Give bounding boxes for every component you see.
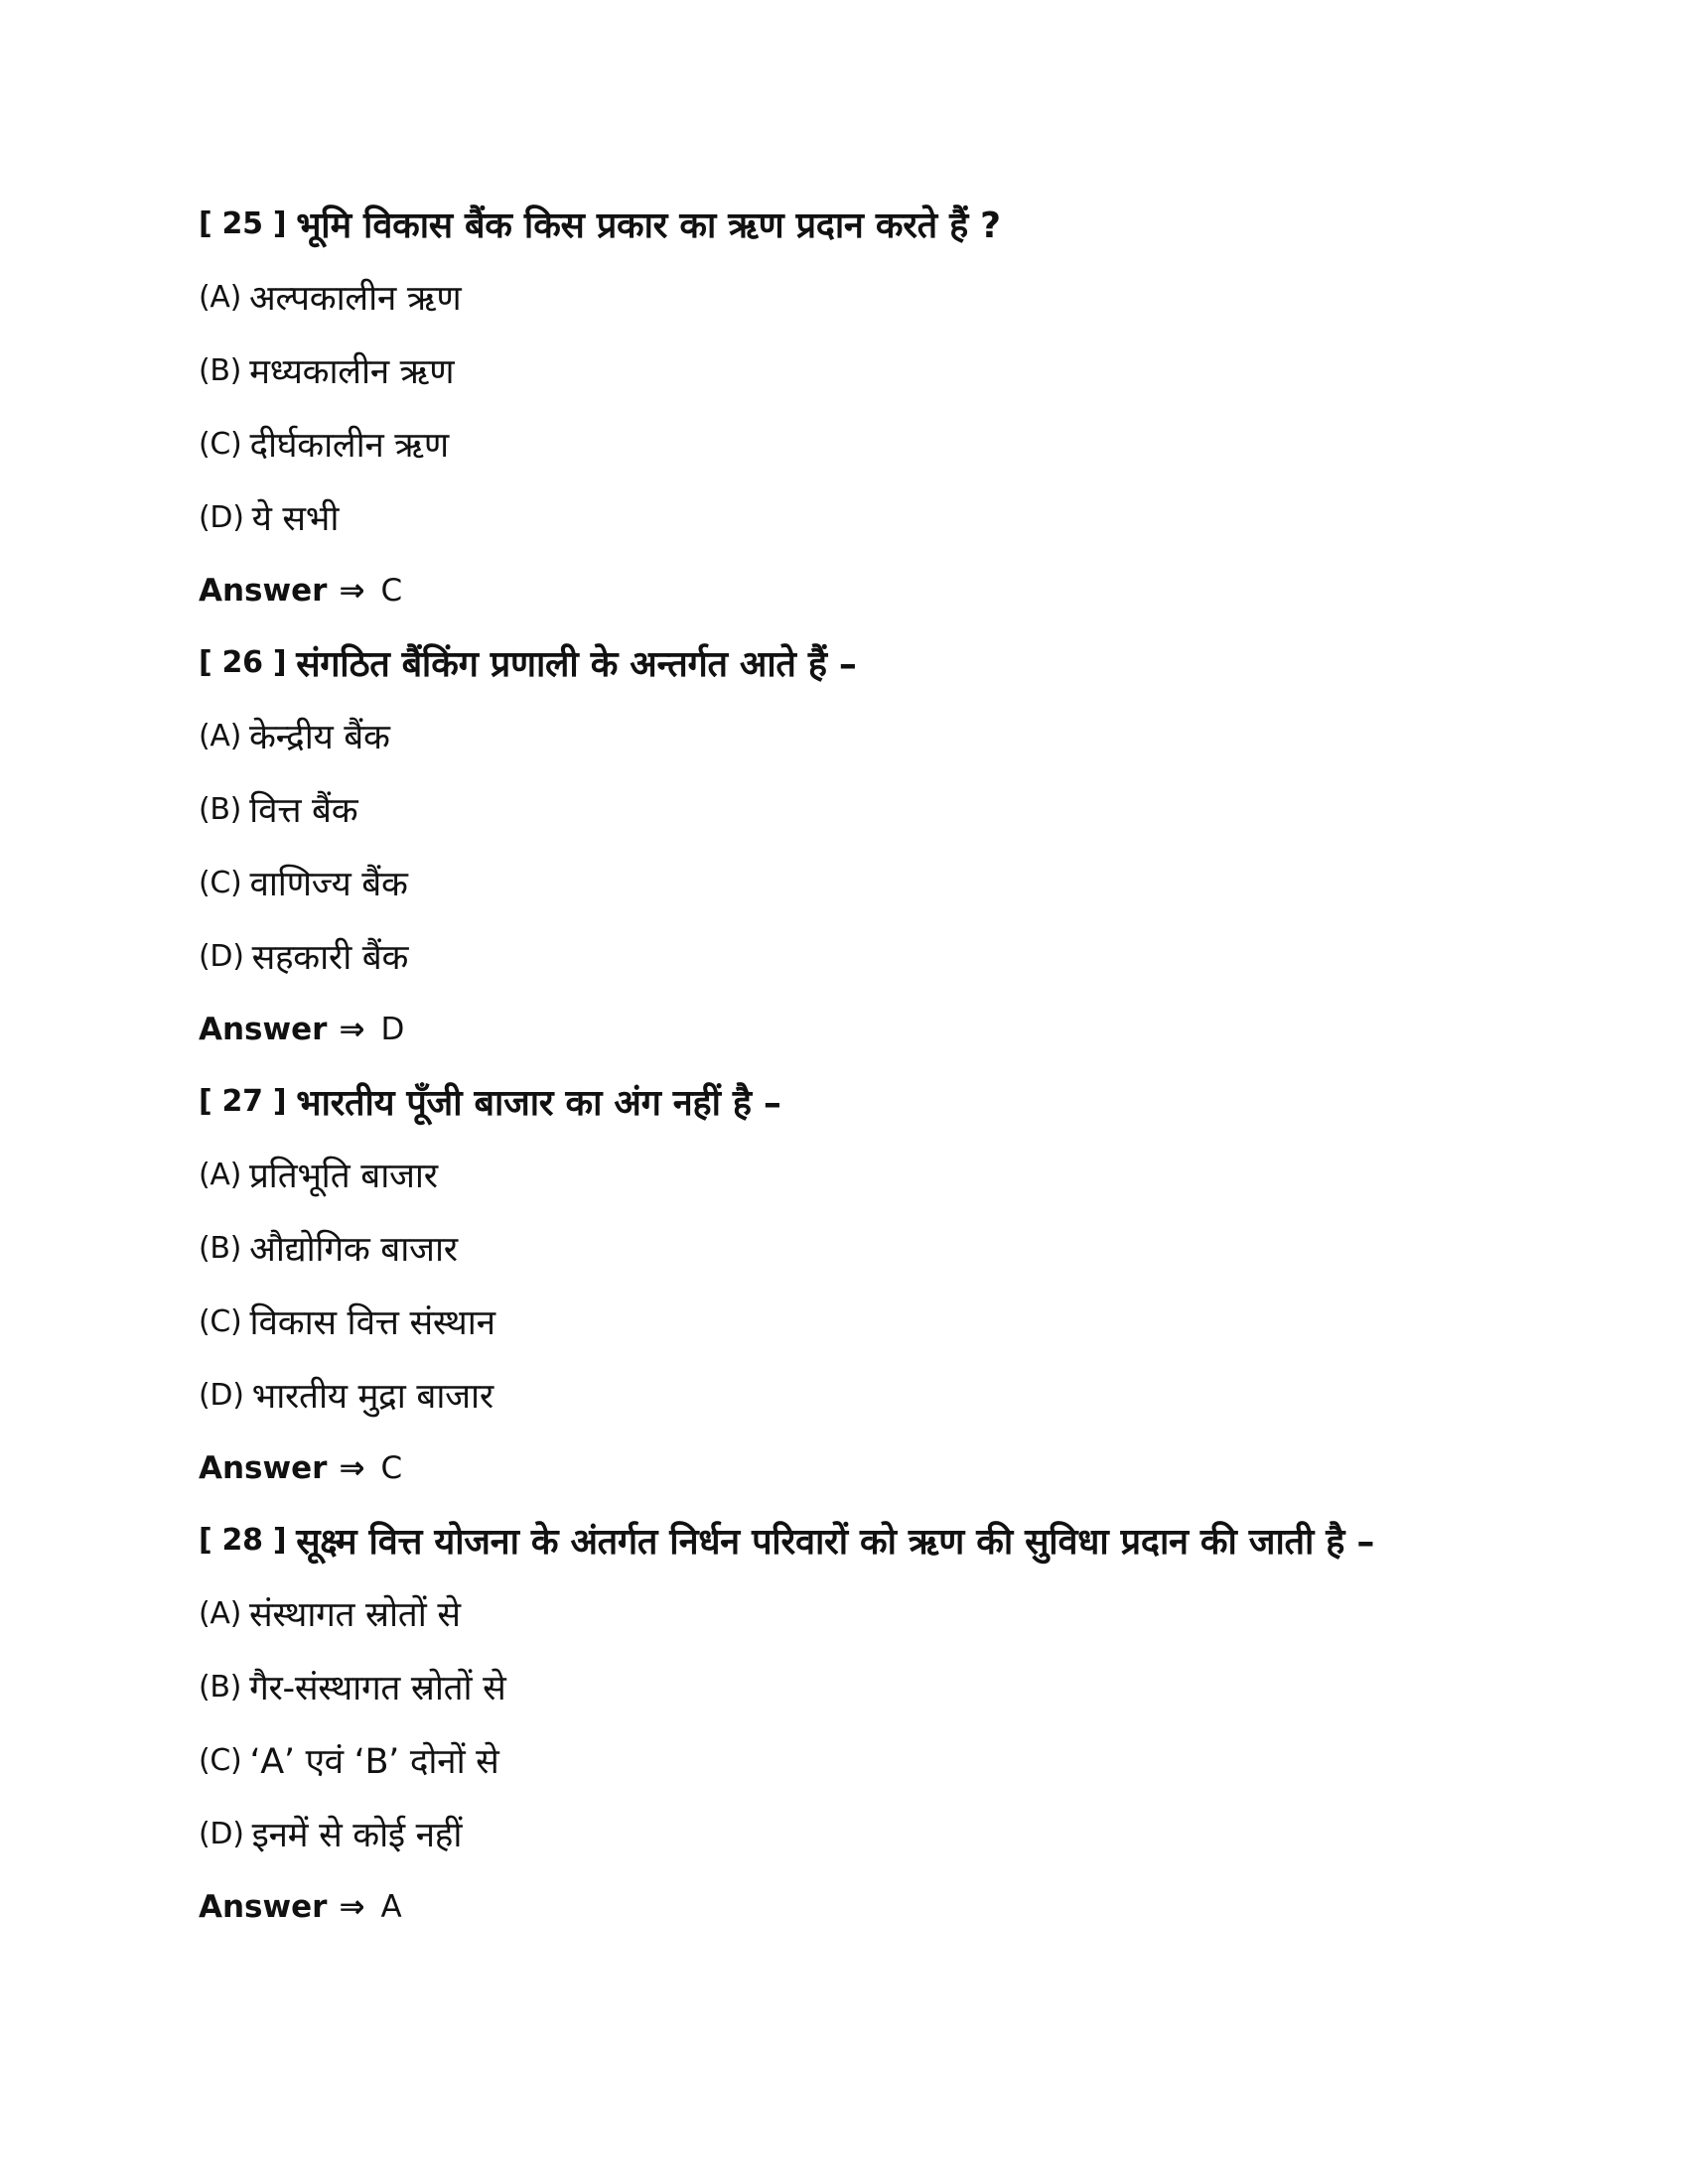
question-block: [199, 187, 1509, 627]
question-heading: [199, 1503, 1509, 1576]
option-label: (A): [199, 1595, 242, 1631]
option-label: (D): [199, 938, 244, 974]
option-label: (C): [199, 865, 242, 900]
option-d: [199, 919, 1509, 993]
option-text: केन्द्रीय बैंक: [249, 717, 390, 757]
option-text: संस्थागत स्रोतों से: [249, 1594, 461, 1635]
question-number: [ 26 ]: [199, 644, 287, 680]
answer-label: Answer: [199, 1450, 328, 1486]
option-text: गैर-संस्थागत स्रोतों से: [249, 1668, 506, 1708]
option-c: [199, 407, 1509, 480]
option-text: इनमें से कोई नहीं: [251, 1815, 463, 1855]
option-label: (B): [199, 352, 242, 388]
option-b: [199, 1211, 1509, 1285]
answer-arrow-icon: ⇒: [339, 1012, 365, 1047]
option-a: [199, 1576, 1509, 1650]
option-d: [199, 1358, 1509, 1432]
option-label: (B): [199, 791, 242, 827]
option-text: वित्त बैंक: [249, 790, 358, 831]
option-label: (A): [199, 718, 242, 753]
answer-value: D: [380, 1012, 405, 1047]
option-text: सहकारी बैंक: [251, 937, 409, 978]
option-c: [199, 846, 1509, 919]
option-text: भारतीय मुद्रा बाजार: [251, 1376, 493, 1417]
option-b: [199, 772, 1509, 846]
option-b: [199, 1650, 1509, 1723]
option-a: [199, 1138, 1509, 1211]
option-text: औद्योगिक बाजार: [249, 1229, 458, 1270]
option-label: (D): [199, 499, 244, 535]
option-a: [199, 260, 1509, 334]
option-text: दीर्घकालीन ऋण: [249, 425, 449, 466]
answer-arrow-icon: ⇒: [339, 1889, 365, 1925]
answer-label: Answer: [199, 1012, 328, 1047]
question-number: [ 25 ]: [199, 205, 287, 241]
option-label: (C): [199, 426, 242, 462]
option-text: विकास वित्त संस्थान: [249, 1302, 495, 1343]
question-block: [199, 1064, 1509, 1505]
question-number: [ 28 ]: [199, 1522, 287, 1558]
answer-arrow-icon: ⇒: [339, 1450, 365, 1486]
option-text: ‘A’ एवं ‘B’ दोनों से: [249, 1741, 499, 1782]
option-label: (D): [199, 1816, 244, 1851]
option-d: [199, 480, 1509, 554]
option-text: वाणिज्य बैंक: [249, 864, 408, 904]
answer-line: [199, 554, 1509, 627]
question-text: सूक्ष्म वित्त योजना के अंतर्गत निर्धन परिवारों को ऋण की सुविधा प्रदान की जाती है –: [296, 1521, 1375, 1563]
answer-arrow-icon: ⇒: [339, 573, 365, 609]
answer-line: [199, 1432, 1509, 1505]
question-block: [199, 625, 1509, 1066]
question-text: भारतीय पूँजी बाजार का अंग नहीं है –: [296, 1082, 781, 1124]
option-label: (A): [199, 1157, 242, 1192]
answer-line: [199, 993, 1509, 1066]
answer-label: Answer: [199, 1889, 328, 1925]
option-a: [199, 699, 1509, 772]
question-number: [ 27 ]: [199, 1083, 287, 1119]
option-c: [199, 1723, 1509, 1797]
option-label: (A): [199, 279, 242, 315]
question-text: भूमि विकास बैंक किस प्रकार का ऋण प्रदान करते हैं ?: [296, 205, 1001, 246]
option-label: (C): [199, 1742, 242, 1778]
option-b: [199, 334, 1509, 407]
option-text: प्रतिभूति बाजार: [249, 1156, 438, 1196]
answer-line: [199, 1870, 1509, 1944]
option-label: (D): [199, 1377, 244, 1413]
option-text: ये सभी: [251, 498, 340, 539]
question-text: संगठित बैंकिंग प्रणाली के अन्तर्गत आते हैं –: [296, 643, 857, 685]
answer-label: Answer: [199, 573, 328, 609]
answer-value: C: [380, 573, 403, 609]
question-heading: [199, 1064, 1509, 1138]
option-d: [199, 1797, 1509, 1870]
option-text: मध्यकालीन ऋण: [249, 351, 455, 392]
question-heading: [199, 625, 1509, 699]
option-label: (C): [199, 1303, 242, 1339]
answer-value: C: [380, 1450, 403, 1486]
answer-value: A: [380, 1889, 402, 1925]
question-block: [199, 1503, 1509, 1944]
option-text: अल्पकालीन ऋण: [249, 278, 462, 319]
option-label: (B): [199, 1230, 242, 1266]
option-c: [199, 1285, 1509, 1358]
option-label: (B): [199, 1669, 242, 1705]
question-heading: [199, 187, 1509, 260]
